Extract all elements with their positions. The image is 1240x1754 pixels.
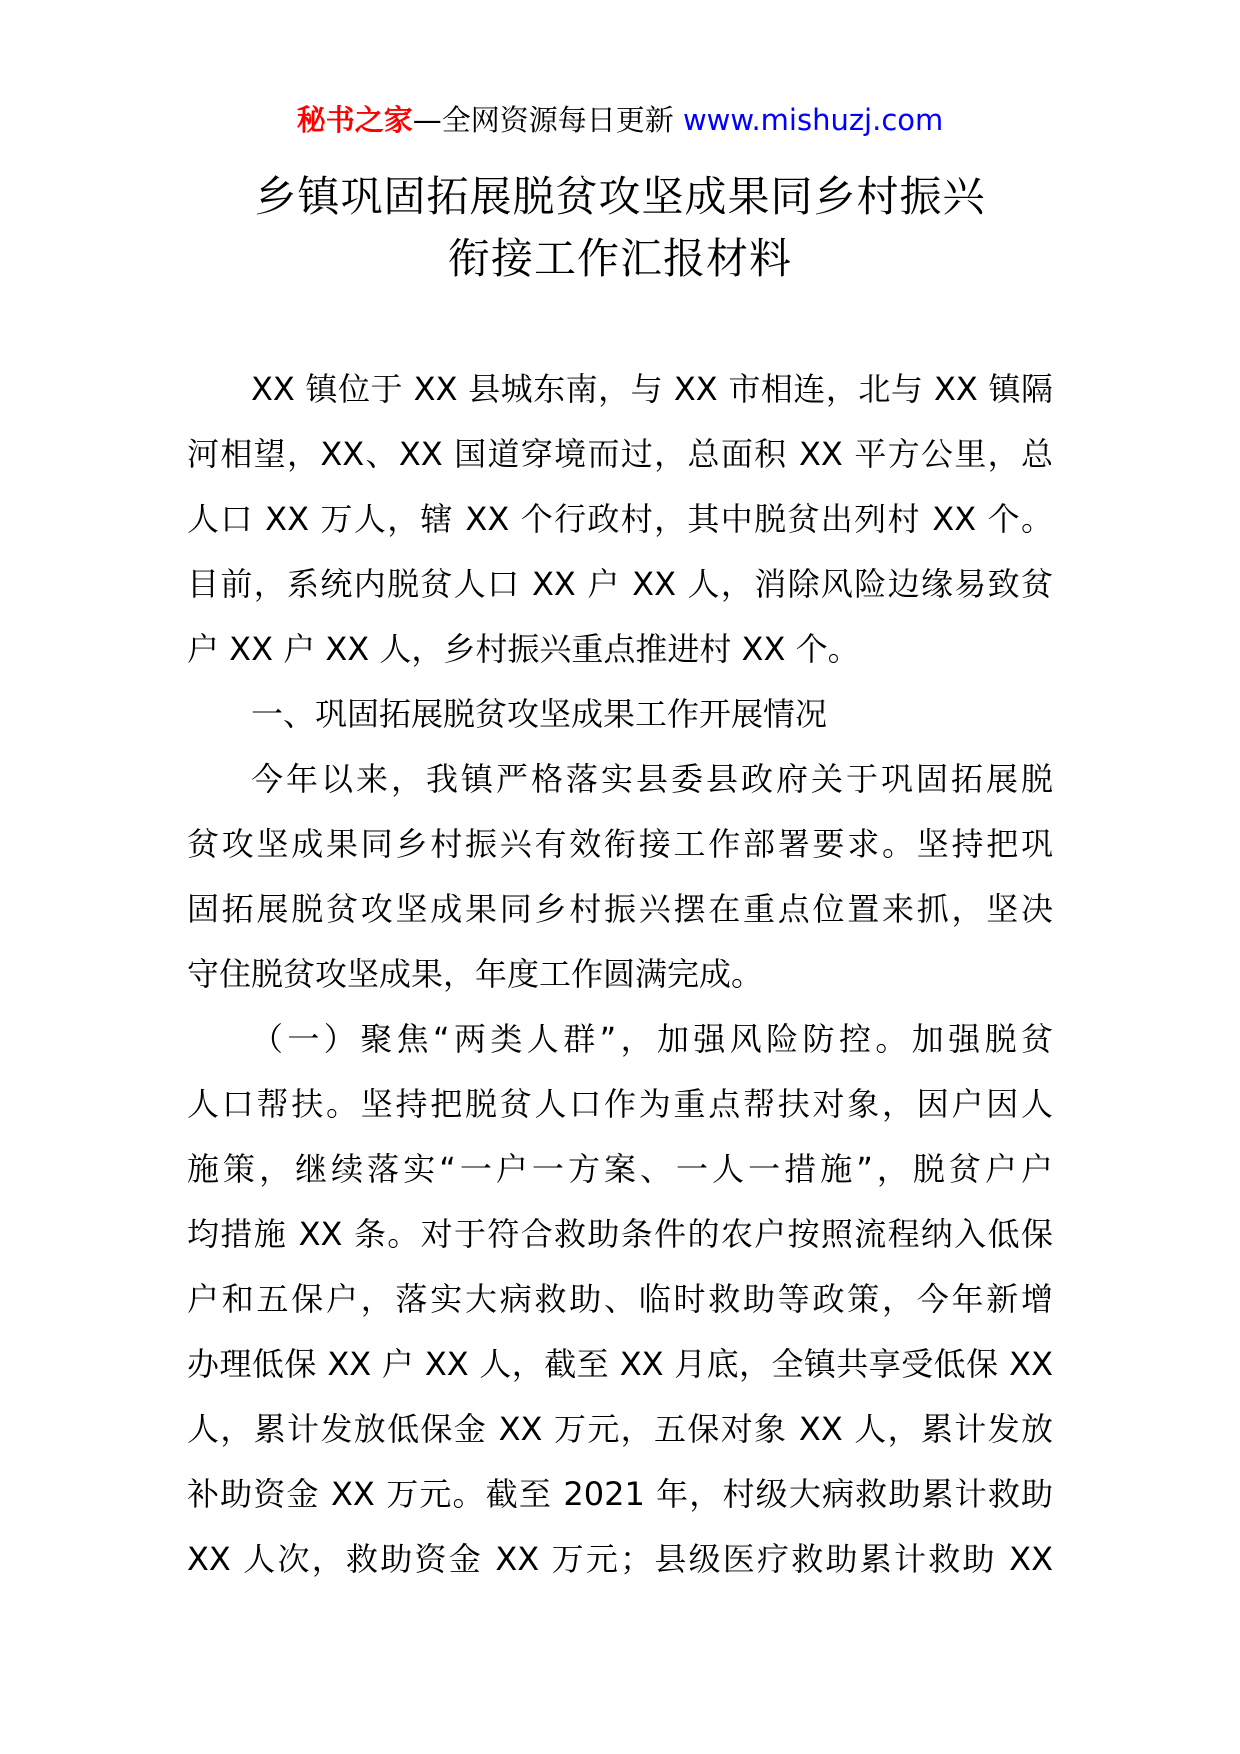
title-line-2: 衔接工作汇报材料 bbox=[447, 234, 792, 283]
site-header bbox=[0, 98, 1240, 142]
header-tagline: —全网资源每日更新 bbox=[412, 103, 674, 137]
body-line: 补助资金 XX 万元。截至 2021 年，村级大病救助累计救助 bbox=[187, 1475, 1053, 1513]
body-line: 户和五保户，落实大病救助、临时救助等政策，今年新增 bbox=[187, 1280, 1053, 1318]
body-line: 人口帮扶。坚持把脱贫人口作为重点帮扶对象，因户因人 bbox=[187, 1085, 1053, 1123]
body-line: 均措施 XX 条。对于符合救助条件的农户按照流程纳入低保 bbox=[187, 1215, 1053, 1253]
body-line: 守住脱贫攻坚成果，年度工作圆满完成。 bbox=[187, 955, 764, 993]
body-line: 人口 XX 万人，辖 XX 个行政村，其中脱贫出列村 XX 个。 bbox=[187, 500, 1053, 538]
site-url-link[interactable]: www.mishuzj.com bbox=[682, 103, 944, 137]
body-line: 目前，系统内脱贫人口 XX 户 XX 人，消除风险边缘易致贫 bbox=[187, 565, 1053, 603]
body-line: 河相望，XX、XX 国道穿境而过，总面积 XX 平方公里，总 bbox=[187, 435, 1053, 473]
section-heading: 一、巩固拓展脱贫攻坚成果工作开展情况 bbox=[251, 695, 828, 733]
brand-name: 秘书之家 bbox=[296, 103, 413, 137]
body-line: 施策，继续落实“一户一方案、一人一措施”，脱贫户户 bbox=[187, 1150, 1053, 1188]
document-body bbox=[187, 357, 1053, 1592]
body-line: （一）聚焦“两类人群”，加强风险防控。加强脱贫 bbox=[251, 1020, 1053, 1058]
body-line: 户 XX 户 XX 人，乡村振兴重点推进村 XX 个。 bbox=[187, 630, 860, 668]
body-line: 办理低保 XX 户 XX 人，截至 XX 月底，全镇共享受低保 XX bbox=[187, 1345, 1053, 1383]
document-title bbox=[0, 166, 1240, 290]
title-line-1: 乡镇巩固拓展脱贫攻坚成果同乡村振兴 bbox=[254, 172, 986, 221]
body-line: XX 人次，救助资金 XX 万元；县级医疗救助累计救助 XX bbox=[187, 1540, 1053, 1578]
body-line: 人，累计发放低保金 XX 万元，五保对象 XX 人，累计发放 bbox=[187, 1410, 1053, 1448]
body-line: 今年以来，我镇严格落实县委县政府关于巩固拓展脱 bbox=[251, 760, 1053, 798]
body-line: XX 镇位于 XX 县城东南，与 XX 市相连，北与 XX 镇隔 bbox=[251, 370, 1053, 408]
body-line: 贫攻坚成果同乡村振兴有效衔接工作部署要求。坚持把巩 bbox=[187, 825, 1053, 863]
body-line: 固拓展脱贫攻坚成果同乡村振兴摆在重点位置来抓，坚决 bbox=[187, 890, 1053, 928]
